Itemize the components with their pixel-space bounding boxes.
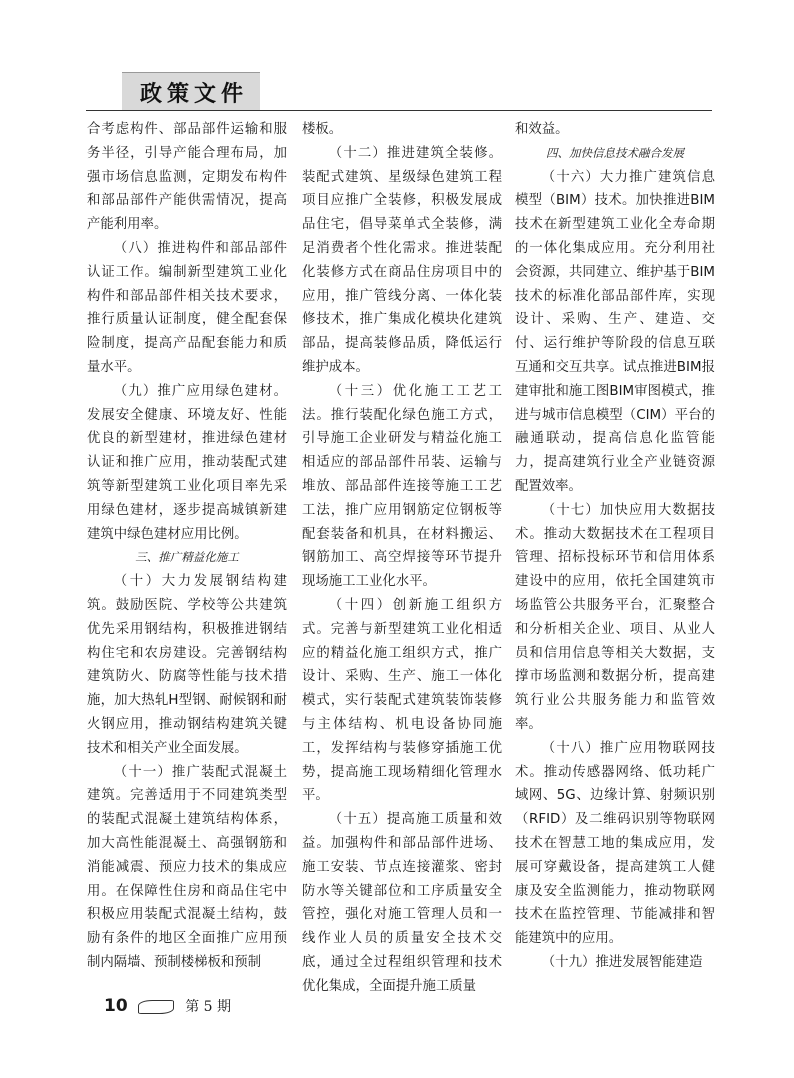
paragraph: （十二）推进建筑全装修。装配式建筑、星级绿色建筑工程项目应推广全装修，积极发展成品住宅，倡导菜单式全装修，满足消费者个性化需求。推进装配化装修方式在商品住房项目中的应用，推广管线分离、一体化装修技术，推广集成化模块化建筑部品，提高装修品质，降低运行维护成本。 (302, 145, 502, 375)
paragraph: （十一）推广装配式混凝土建筑。完善适用于不同建筑类型的装配式混凝土建筑结构体系，加大高性能混凝土、高强钢筋和消能减震、预应力技术的集成应用。在保障性住房和商品住宅中积极应用装配式混凝土结构，鼓励有条件的地区全面推广应用预制内隔墙、预制楼梯板和预制 (87, 764, 287, 970)
section-heading: 四、加快信息技术融合发展 (546, 145, 684, 160)
paragraph: （十七）加快应用大数据技术。推动大数据技术在工程项目管理、招标投标环节和信用体系建设中的应用，依托全国建筑市场监管公共服务平台，汇聚整合和分析相关企业、项目、从业人员和信用信息等相关大数据，支撑市场监测和数据分析，提高建筑行业公共服务能力和监管效率。 (515, 502, 715, 732)
header-rule (86, 110, 712, 111)
paragraph: （十九）推进发展智能建造 (541, 954, 703, 970)
column-3 (515, 118, 715, 975)
paragraph: 合考虑构件、部品部件运输和服务半径，引导产能合理布局，加强市场信息监测，定期发布构件和部品部件产能供需情况，提高产能利用率。 (87, 122, 287, 233)
paragraph: （十六）大力推广建筑信息模型（BIM）技术。加快推进BIM技术在新型建筑工业化全寿命期的一体化集成应用。充分利用社会资源，共同建立、维护基于BIM技术的标准化部品部件库，实现设计、采购、生产、建造、交付、运行维护等阶段的信息互联互通和交互共享。试点推进BIM报建审批和施工图BIM审图模式，推进与城市信息模型（CIM）平台的融通联动，提高信息化监管能力，提高建筑行业全产业链资源配置效率。 (515, 169, 715, 494)
paragraph: （十五）提高施工质量和效益。加强构件和部品部件进场、施工安装、节点连接灌浆、密封防水等关键部位和工序质量安全管控，强化对施工管理人员和一线作业人员的质量安全技术交底，通过全过程组织管理和技术优化集成，全面提升施工质量 (302, 812, 502, 994)
paragraph: 楼板。 (302, 122, 343, 137)
paragraph: （十四）创新施工组织方式。完善与新型建筑工业化相适应的精益化施工组织方式，推广设计、采购、生产、施工一体化模式，实行装配式建筑装饰装修与主体结构、机电设备协同施工，发挥结构与装修穿插施工优势，提高施工现场精细化管理水平。 (302, 597, 502, 804)
paragraph: 和效益。 (515, 122, 569, 137)
section-heading: 三、推广精益化施工 (135, 550, 239, 565)
paragraph: （十八）推广应用物联网技术。推动传感器网络、低功耗广域网、5G、边缘计算、射频识别（RFID）及二维码识别等物联网技术在智慧工地的集成应用，发展可穿戴设备，提高建筑工人健康及安全监测能力，推动物联网技术在监控管理、节能减排和智能建筑中的应用。 (515, 740, 715, 947)
paragraph: （八）推进构件和部品部件认证工作。编制新型建筑工业化构件和部品部件相关技术要求，推行质量认证制度，健全配套保险制度，提高产品配套能力和质量水平。 (87, 240, 287, 375)
column-2 (302, 118, 502, 998)
section-title: 政策文件 (140, 82, 249, 107)
footer (104, 996, 231, 1016)
header-box (122, 72, 260, 111)
paragraph: （九）推广应用绿色建材。发展安全健康、环境友好、性能优良的新型建材，推进绿色建材认证和推广应用，推动装配式建筑等新型建筑工业化项目率先采用绿色建材，逐步提高城镇新建建筑中绿色建材应用比例。 (87, 383, 287, 542)
issue-label: 第 5 期 (185, 999, 232, 1015)
paragraph: （十）大力发展钢结构建筑。鼓励医院、学校等公共建筑优先采用钢结构，积极推进钢结构住宅和农房建设。完善钢结构建筑防火、防腐等性能与技术措施，加大热轧H型钢、耐候钢和耐火钢应用，推动钢结构建筑关键技术和相关产业全面发展。 (87, 574, 287, 756)
journal-logo-icon (138, 1000, 174, 1014)
page-number: 10 (104, 996, 128, 1016)
paragraph: （十三）优化施工工艺工法。推行装配化绿色施工方式，引导施工企业研发与精益化施工相适应的部品部件吊装、运输与堆放、部品部件连接等施工工艺工法，推广应用钢筋定位钢板等配套装备和机具，在材料搬运、钢筋加工、高空焊接等环节提升现场施工工业化水平。 (302, 383, 502, 590)
column-1 (87, 118, 287, 975)
